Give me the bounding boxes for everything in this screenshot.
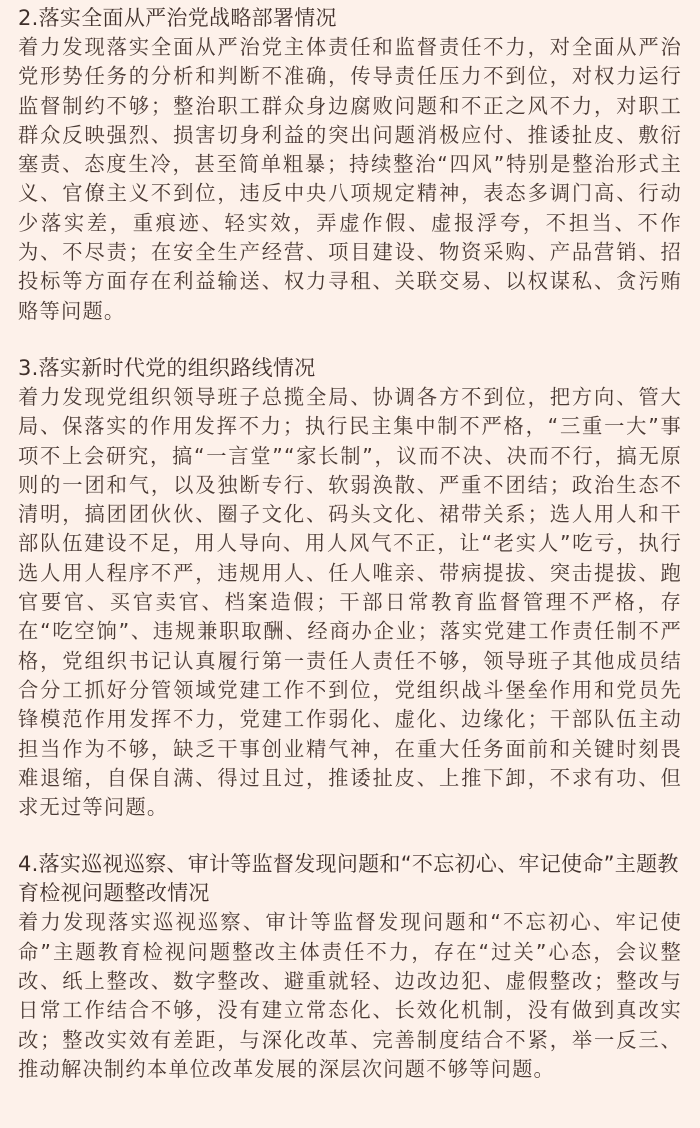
section-party-governance (18, 4, 682, 326)
section-paragraph: 着力发现党组织领导班子总揽全局、协调各方不到位，把方向、管大局、保落实的作用发挥不力；执行民主集中制不严格，“三重一大”事项不上会研究，搞“一言堂”“家长制”，议而不决、决而不行，搞无原则的一团和气，以及独断专行、软弱涣散、严重不团结；政治生态不清明，搞团团伙伙、圈子文化、码头文化、裙带关系；选人用人和干部队伍建设不足，用人导向、用人风气不正，让“老实人”吃亏，执行选人用人程序不严，违规用人、任人唯亲、带病提拔、突击提拔、跑官要官、买官卖官、档案造假；干部日常教育监督管理不严格，存在“吃空饷”、违规兼职取酬、经商办企业；落实党建工作责任制不严格，党组织书记认真履行第一责任人责任不够，领导班子其他成员结合分工抓好分管领域党建工作不到位，党组织战斗堡垒作用和党员先锋模范作用发挥不力，党建工作弱化、虚化、边缘化；干部队伍主动担当作为不够，缺乏干事创业精气神，在重大任务面前和关键时刻畏难退缩，自保自满、得过且过，推诿扯皮、上推下卸，不求有功、但求无过等问题。 (18, 384, 682, 820)
section-heading: 4.落实巡视巡察、审计等监督发现问题和“不忘初心、牢记使命”主题教育检视问题整改情况 (18, 852, 679, 906)
section-organizational-line (18, 354, 682, 822)
section-heading: 3.落实新时代党的组织路线情况 (18, 355, 316, 380)
section-rectification (18, 850, 682, 1084)
section-paragraph: 着力发现落实巡视巡察、审计等监督发现问题和“不忘初心、牢记使命”主题教育检视问题整改主体责任不力，存在“过关”心态，会议整改、纸上整改、数字整改、避重就轻、边改边犯、虚假整改；整改与日常工作结合不够，没有建立常态化、长效化机制，没有做到真改实改；整改实效有差距，与深化改革、完善制度结合不紧，举一反三、推动解决制约本单位改革发展的深层次问题不够等问题。 (18, 910, 682, 1081)
section-heading: 2.落实全面从严治党战略部署情况 (18, 6, 337, 30)
section-paragraph: 着力发现落实全面从严治党主体责任和监督责任不力，对全面从严治党形势任务的分析和判断不准确，传导责任压力不到位，对权力运行监督制约不够；整治职工群众身边腐败问题和不正之风不力，对职工群众反映强烈、损害切身利益的突出问题消极应付、推诿扯皮、敷衍塞责、态度生冷，甚至简单粗暴；持续整治“四风”特别是整治形式主义、官僚主义不到位，违反中央八项规定精神，表态多调门高、行动少落实差，重痕迹、轻实效，弄虚作假、虚报浮夸，不担当、不作为、不尽责；在安全生产经营、项目建设、物资采购、产品营销、招投标等方面存在利益输送、权力寻租、关联交易、以权谋私、贪污贿赂等问题。 (18, 35, 682, 323)
